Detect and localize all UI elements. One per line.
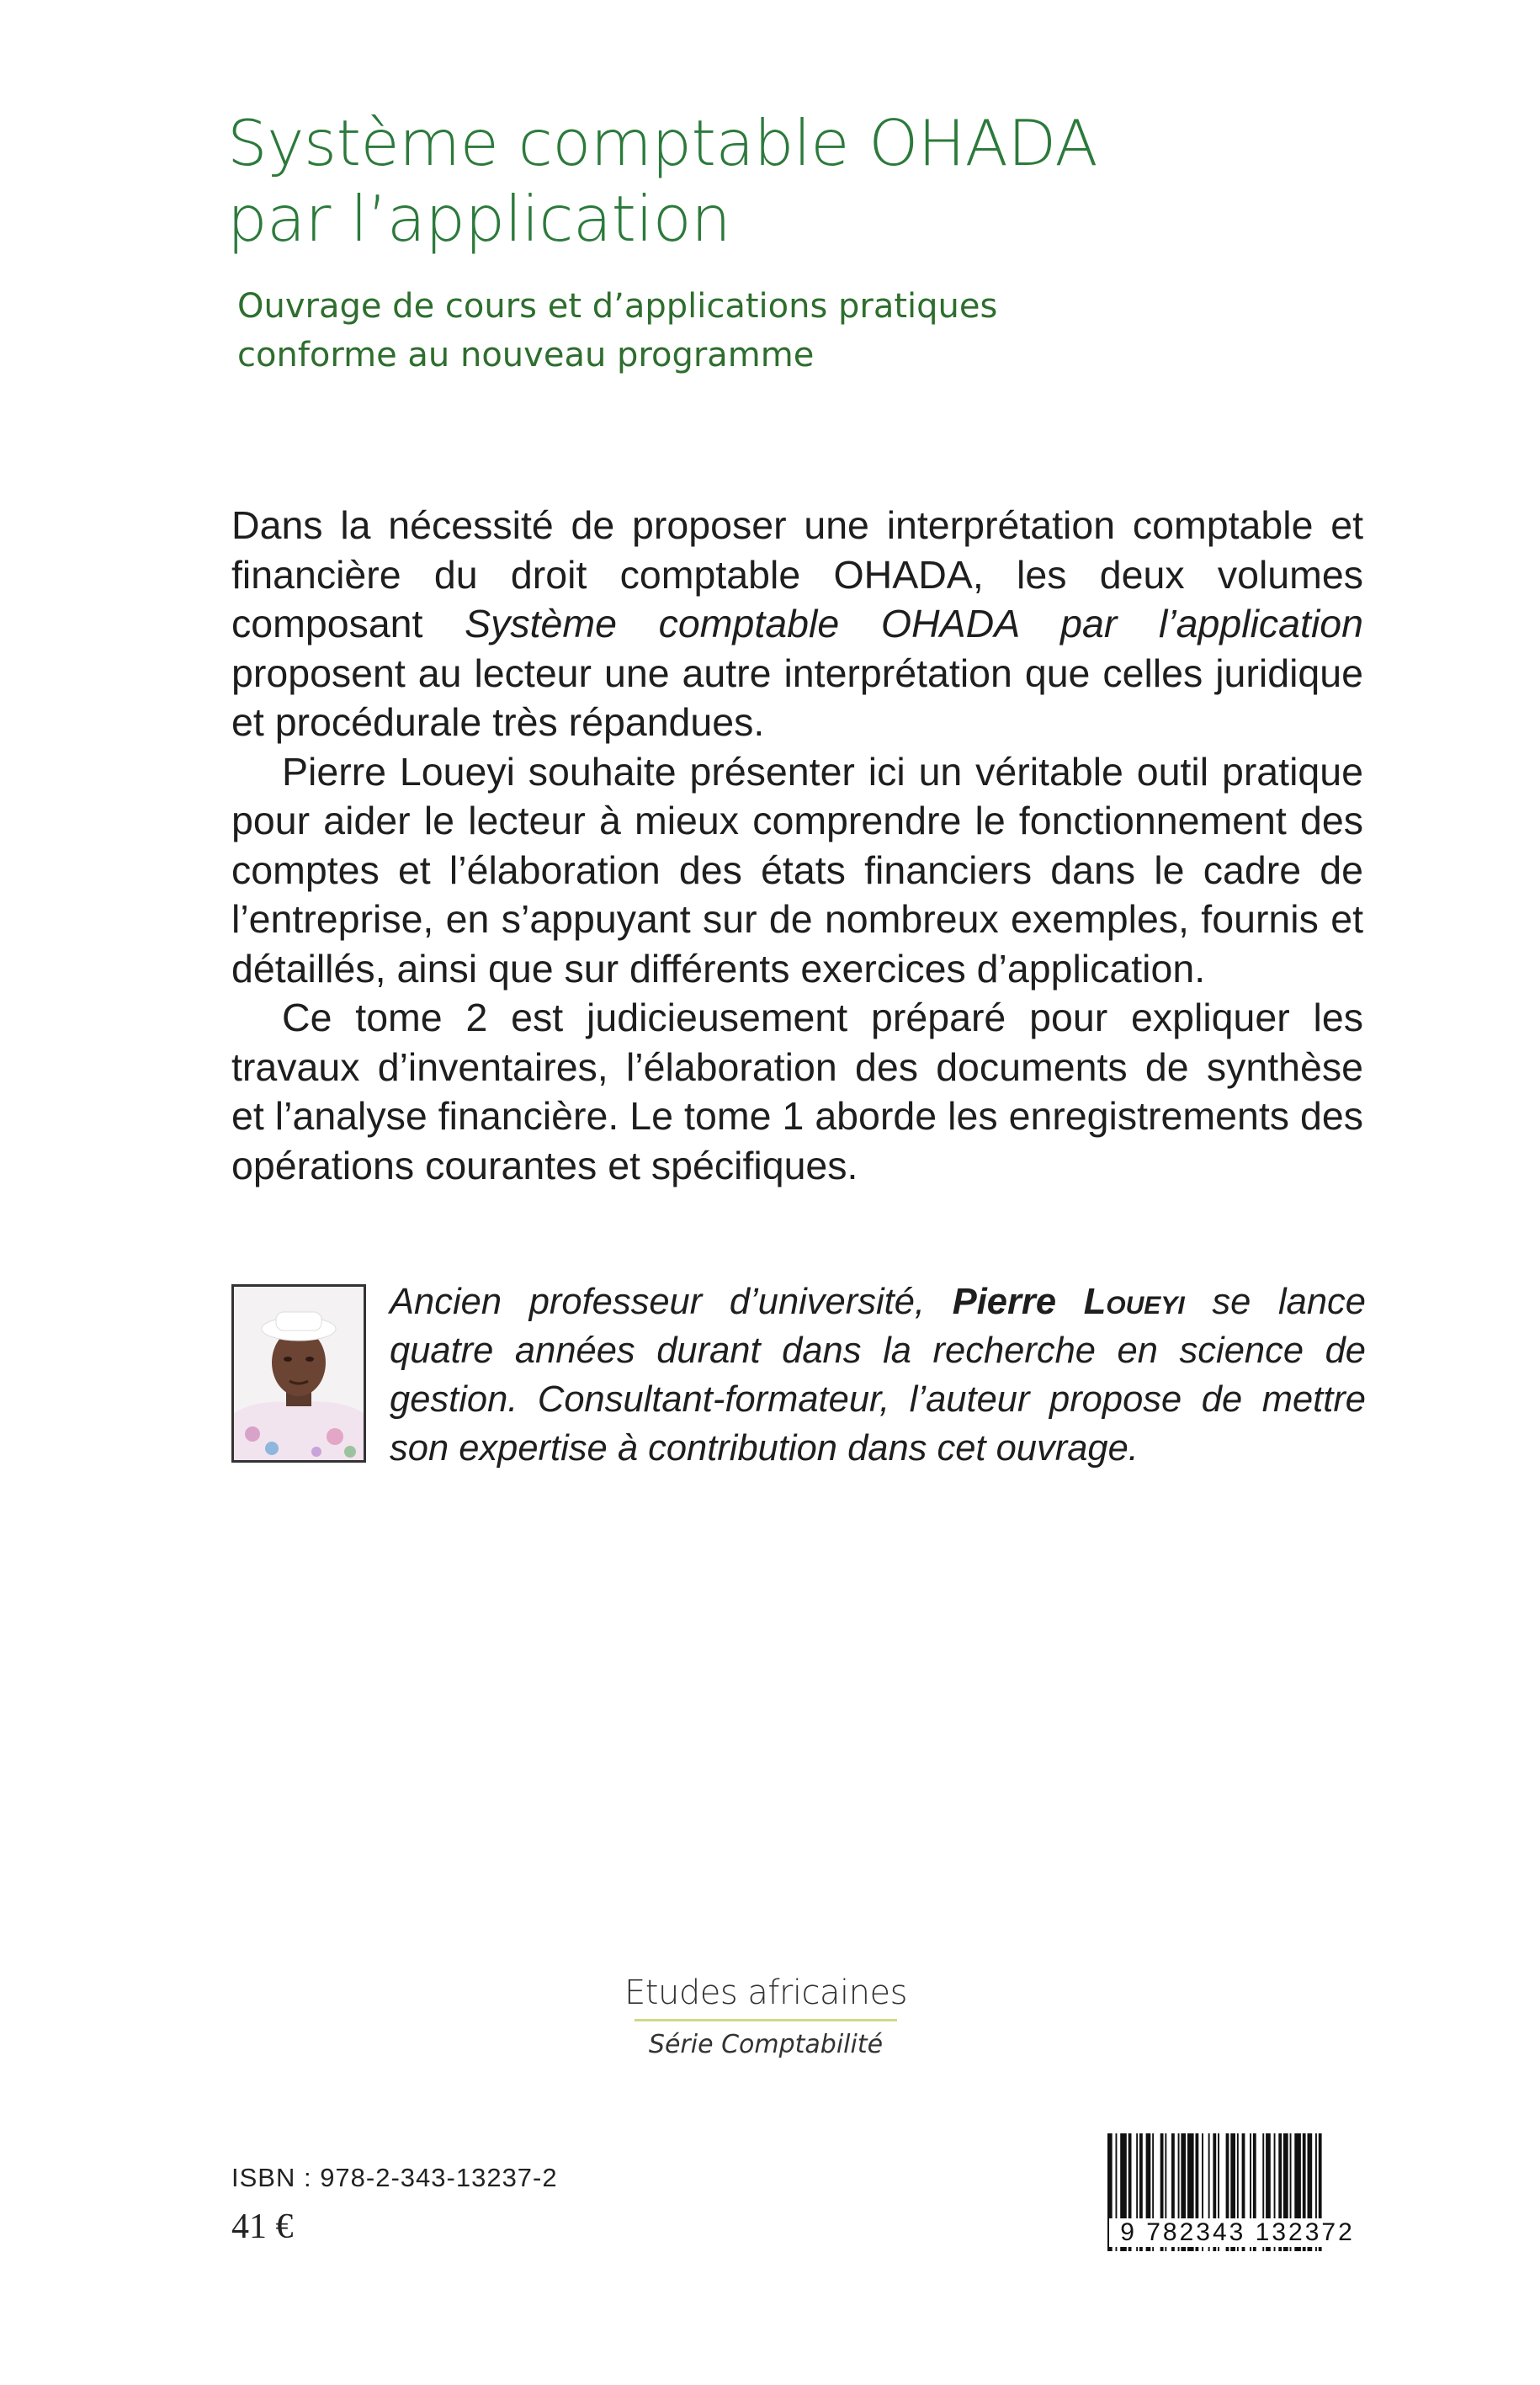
author-bio-end: se lance quatre années durant dans la recherche en science de gestion. Consultant-formateur, l’auteur propose de mettre son expertise à contribution dans cet ouvrage. <box>390 1282 1366 1469</box>
imprint-divider <box>635 2019 897 2021</box>
author-portrait-illustration <box>234 1287 364 1460</box>
blurb <box>231 501 1363 1190</box>
blurb-p1-book-title: Système comptable OHADA par l’application <box>465 602 1363 645</box>
isbn-label: ISBN : 978-2-343-13237-2 <box>231 2163 558 2192</box>
author-first-name: Pierre <box>952 1282 1057 1322</box>
author-last-name: Loueyi <box>1083 1282 1185 1322</box>
author-bio-start: Ancien professeur d’université, <box>390 1282 953 1322</box>
subtitle-line-1: Ouvrage de cours et d’applications pratiques <box>237 287 998 326</box>
imprint-series: Série Comptabilité <box>648 2030 884 2059</box>
author-bio-text <box>390 1277 1366 1473</box>
blurb-p1-start: Dans la nécessité de proposer une interprétation comptable et financière du droit comptable OHADA, les deux volumes composant <box>231 503 1363 645</box>
blurb-paragraph-3: Ce tome 2 est judicieusement préparé pour expliquer les travaux d’inventaires, l’élaboration des documents de synthèse et l’analyse financière. Le tome 1 aborde les enregistrements des opérations courantes et spécifiques. <box>231 996 1363 1187</box>
price-label: 41 € <box>231 2207 294 2246</box>
author-bio <box>390 1277 1366 1473</box>
publisher-imprint <box>547 1973 985 2059</box>
book-subtitle <box>237 282 1331 380</box>
book-title <box>227 105 1321 257</box>
subtitle-line-2: conforme au nouveau programme <box>237 336 815 374</box>
title-line-1: Système comptable OHADA <box>227 106 1098 180</box>
blurb-paragraph-1 <box>231 501 1363 747</box>
author-photo <box>231 1284 366 1463</box>
title-line-2: par l’application <box>227 182 731 256</box>
barcode-number: 9 782343 132372 <box>1109 2218 1366 2247</box>
blurb-paragraph-2: Pierre Loueyi souhaite présenter ici un véritable outil pratique pour aider le lecteur à mieux comprendre le fonctionnement des comptes et l’élaboration des états financiers dans le cadre de l’entreprise, en s’appuyant sur de nombreux exemples, fournis et détaillés, ainsi que sur différents exercices d’application. <box>231 749 1363 991</box>
imprint-name: Etudes africaines <box>624 1973 907 2012</box>
blurb-p1-end: proposent au lecteur une autre interprétation que celles juridique et procédurale très répandues. <box>231 651 1363 744</box>
